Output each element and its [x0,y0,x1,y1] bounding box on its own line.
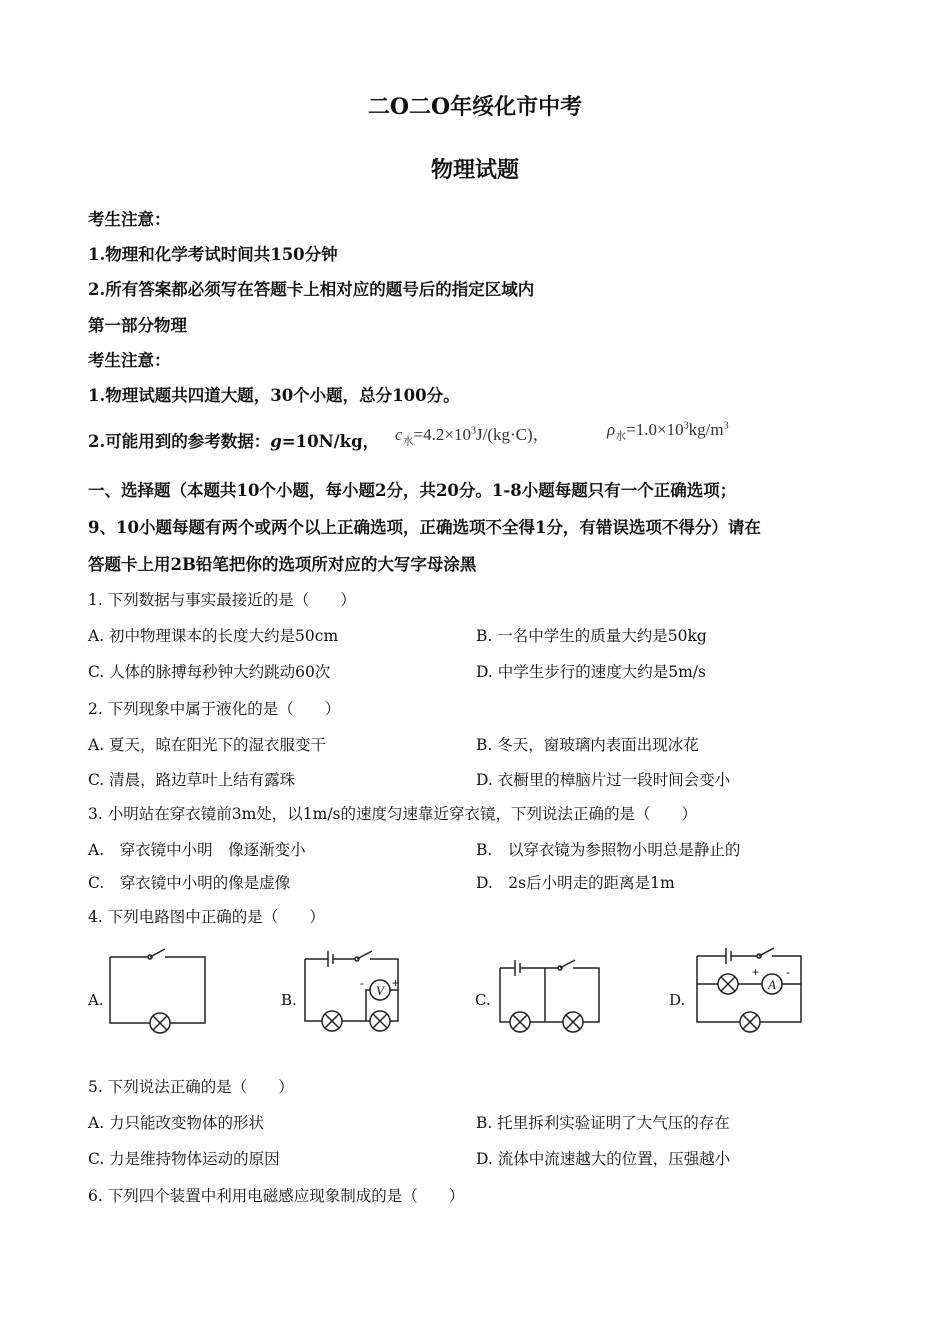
answer-option[interactable]: C. [475,991,491,1009]
answer-option[interactable]: A. 夏天，晾在阳光下的湿衣服变干 [88,736,327,754]
voltmeter-label: V [376,983,384,998]
rho-subscript: 水 [615,430,627,443]
answer-option[interactable]: D. [669,991,686,1009]
section-instructions: 答题卡上用2B铅笔把你的选项所对应的大写字母涂黑 [88,555,477,574]
answer-option[interactable]: B. 一名中学生的质量大约是50kg [476,627,707,645]
water-density [607,420,729,443]
section-instructions: 9、10小题每题有两个或两个以上正确选项，正确选项不全得1分，有错误选项不得分）请在 [88,518,761,537]
question-stem: 6. 下列四个装置中利用电磁感应现象制成的是（ ） [88,1187,465,1205]
g-symbol: g [270,432,282,451]
rho-symbol: ρ [607,420,616,439]
answer-option[interactable]: A. 初中物理课本的长度大约是50cm [88,627,339,645]
c-symbol: c [395,425,403,444]
circuit-diagram-c [495,952,610,1037]
section-instructions: 一、选择题（本题共10个小题，每小题2分，共20分。1-8小题每题只有一个正确选项； [88,481,737,500]
answer-option[interactable]: B. 托里拆利实验证明了大气压的存在 [476,1114,730,1132]
circuit-wire [500,968,510,1022]
switch-lever [759,948,774,956]
answer-option[interactable]: D. 流体中流速越大的位置，压强越小 [476,1150,731,1168]
answer-option[interactable]: C. 清晨，路边草叶上结有露珠 [88,771,296,789]
notice-heading: 考生注意： [88,351,171,370]
g-value: =10N/kg， [281,432,380,451]
circuit-diagram-b [300,945,410,1035]
plus-sign: + [752,965,760,979]
circuit-wire [366,990,370,1021]
minus-sign: - [360,976,364,990]
notice-item: 1.物理试题共四道大题，30个小题，总分100分。 [88,386,460,405]
ammeter-label: A [768,977,776,992]
circuit-wire [305,959,322,1021]
circuit-diagram-a [105,945,215,1035]
notice-item: 2.所有答案都必须写在答题卡上相对应的题号后的指定区域内 [88,280,535,299]
answer-option[interactable]: D. 衣橱里的樟脑片过一段时间会变小 [476,771,731,789]
question-stem: 3. 小明站在穿衣镜前3m处，以1m/s的速度匀速靠近穿衣镜，下列说法正确的是（ ） [88,805,698,823]
circuit-diagram-d [692,940,807,1035]
answer-option[interactable]: A. 力只能改变物体的形状 [88,1114,265,1132]
reference-label: 2.可能用到的参考数据： [88,432,271,451]
answer-option[interactable]: B. 以穿衣镜为参照物小明总是静止的 [476,841,741,859]
rho-exponent: 3 [683,420,689,432]
switch-lever [560,960,575,968]
circuit-wire [165,957,205,1023]
answer-option[interactable]: A. [88,991,104,1009]
part-title: 第一部分物理 [88,316,187,335]
question-stem: 1. 下列数据与事实最接近的是（ ） [88,591,356,609]
answer-option[interactable]: A. 穿衣镜中小明 像逐渐变小 [88,841,306,859]
answer-option[interactable]: C. 人体的脉搏每秒钟大约跳动60次 [88,663,331,681]
water-heat-capacity [395,420,550,448]
answer-option[interactable]: C. 力是维持物体运动的原因 [88,1150,280,1168]
c-exponent: 3 [470,425,476,437]
c-unit: J/(kg·C)， [475,425,550,444]
rho-value: =1.0×10 [626,420,684,439]
answer-option[interactable]: C. 穿衣镜中小明的像是虚像 [88,874,291,892]
minus-sign: - [786,965,790,979]
switch-lever [150,949,165,957]
c-value: =4.2×10 [413,425,471,444]
question-stem: 5. 下列说法正确的是（ ） [88,1078,294,1096]
switch-lever [357,951,372,959]
answer-option[interactable]: B. [281,991,297,1009]
answer-option[interactable]: D. 中学生步行的速度大约是5m/s [476,663,706,681]
answer-option[interactable]: D. 2s后小明走的距离是1m [476,874,675,892]
circuit-wire [110,957,150,1023]
notice-item: 1.物理和化学考试时间共150分钟 [88,245,338,264]
notice-heading: 考生注意： [88,210,171,229]
reference-data [88,428,379,452]
rho-unit-exponent: 3 [723,420,729,432]
exam-subtitle: 物理试题 [430,157,519,183]
exam-title: 二O二O年绥化市中考 [367,94,583,120]
rho-unit: kg/m [688,420,724,439]
question-stem: 4. 下列电路图中正确的是（ ） [88,908,325,926]
answer-option[interactable]: B. 冬天，窗玻璃内表面出现冰花 [476,736,699,754]
c-subscript: 水 [402,435,414,448]
plus-sign: + [392,976,400,990]
question-stem: 2. 下列现象中属于液化的是（ ） [88,700,341,718]
